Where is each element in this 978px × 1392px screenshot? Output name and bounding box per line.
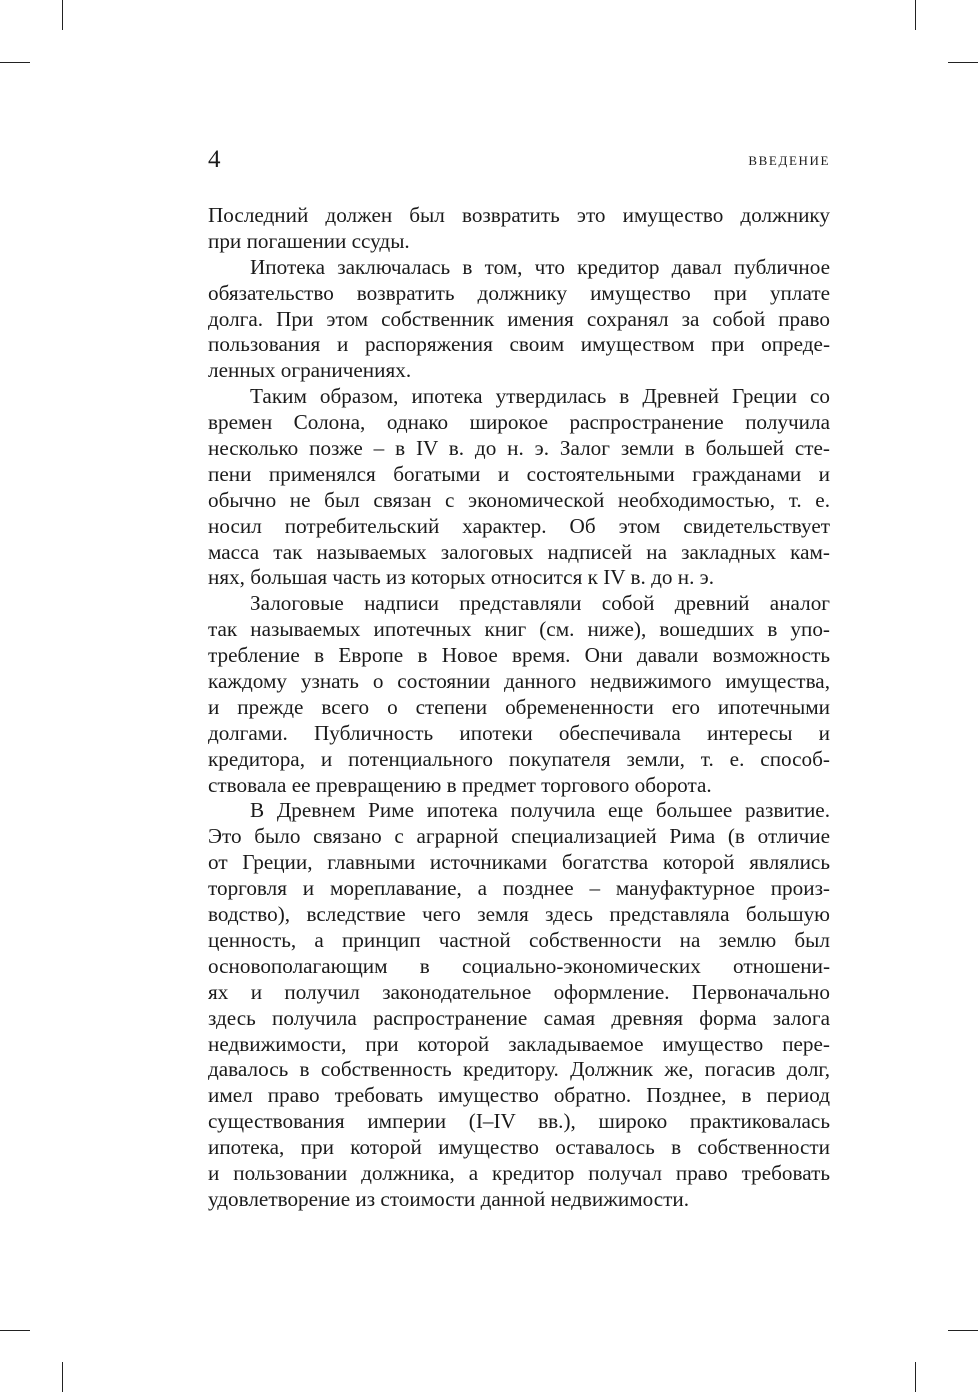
text-line: от Греции, главными источниками богатства которой являлись: [208, 850, 830, 875]
text-line: ях и получил законодательное оформление. Первоначально: [208, 979, 830, 1004]
crop-mark-top-left: [62, 0, 63, 30]
crop-mark-bottom-left: [62, 1362, 63, 1392]
text-line: водство), вследствие чего земля здесь представляла большую: [208, 902, 830, 927]
page-number: 4: [208, 146, 221, 173]
running-head: ВВЕДЕНИЕ: [748, 153, 830, 168]
text-line: В Древнем Риме ипотека получила еще большее развитие.: [250, 798, 830, 823]
text-line: времен Солона, однако широкое распространение получила: [208, 410, 830, 435]
text-line: долга. При этом собственник имения сохранял за собой право: [208, 306, 830, 331]
page-header: [208, 144, 830, 178]
text-line: основополагающим в социально-экономических отношени-: [208, 953, 830, 978]
text-line: носил потребительский характер. Об этом свидетельствует: [208, 513, 830, 538]
text-line: несколько позже – в IV в. до н. э. Залог земли в большей сте-: [208, 436, 830, 461]
text-line: требление в Европе в Новое время. Они давали возможность: [208, 643, 830, 668]
text-line: долгами. Публичность ипотеки обеспечивала интересы и: [208, 720, 830, 745]
text-line: существования империи (I–IV вв.), широко практиковалась: [208, 1109, 830, 1134]
text-line: ипотека, при которой имущество оставалось в собственности: [208, 1135, 830, 1160]
text-line: имел право требовать имущество обратно. Позднее, в период: [208, 1083, 830, 1108]
text-line: так называемых ипотечных книг (см. ниже), вошедших в упо-: [208, 617, 830, 642]
text-line: Последний должен был возвратить это имущество должнику: [208, 203, 830, 227]
crop-mark-left-bottom: [0, 1330, 30, 1331]
text-line: удовлетворение из стоимости данной недвижимости.: [208, 1186, 690, 1211]
body-text: [208, 203, 830, 1213]
crop-mark-top-right: [915, 0, 916, 30]
text-line: здесь получила распространение самая древняя форма залога: [208, 1005, 830, 1030]
text-line: Это было связано с аграрной специализацией Рима (в отличие: [208, 824, 830, 849]
text-line: и прежде всего о степени обремененности его ипотечными: [208, 694, 830, 719]
text-line: давалось в собственность кредитору. Должник же, погасив долг,: [208, 1057, 830, 1082]
crop-mark-right-bottom: [948, 1330, 978, 1331]
text-line: масса так называемых залоговых надписей на закладных кам-: [208, 539, 830, 564]
text-line: Ипотека заключалась в том, что кредитор давал публичное: [250, 254, 830, 279]
text-line: Таким образом, ипотека утвердилась в Древней Греции со: [250, 384, 830, 409]
text-line: обычно не был связан с экономической необходимостью, т. е.: [208, 487, 830, 512]
crop-mark-bottom-right: [915, 1362, 916, 1392]
text-line: ствовала ее превращению в предмет торгового оборота.: [208, 772, 712, 797]
crop-mark-right-top: [948, 62, 978, 63]
text-line: обязательство возвратить должнику имущество при уплате: [208, 280, 830, 305]
text-line: кредитора, и потенциального покупателя земли, т. е. способ-: [208, 746, 830, 771]
text-line: торговля и мореплавание, а позднее – мануфактурное произ-: [208, 876, 830, 901]
text-line: нях, большая часть из которых относится к IV в. до н. э.: [208, 565, 715, 590]
text-line: каждому узнать о состоянии данного недвижимого имущества,: [208, 669, 830, 694]
text-line: пользования и распоряжения своим имуществом при опреде-: [208, 332, 830, 357]
text-line: ценность, а принцип частной собственности на землю был: [208, 927, 830, 952]
text-line: и пользовании должника, а кредитор получал право требовать: [208, 1160, 830, 1185]
text-line: Залоговые надписи представляли собой древний аналог: [250, 591, 830, 616]
crop-mark-left-top: [0, 62, 30, 63]
text-line: при погашении ссуды.: [208, 228, 410, 253]
text-line: недвижимости, при которой закладываемое имущество пере-: [208, 1031, 830, 1056]
text-line: ленных ограничениях.: [208, 358, 412, 383]
text-line: пени применялся богатыми и состоятельными гражданами и: [208, 461, 830, 486]
